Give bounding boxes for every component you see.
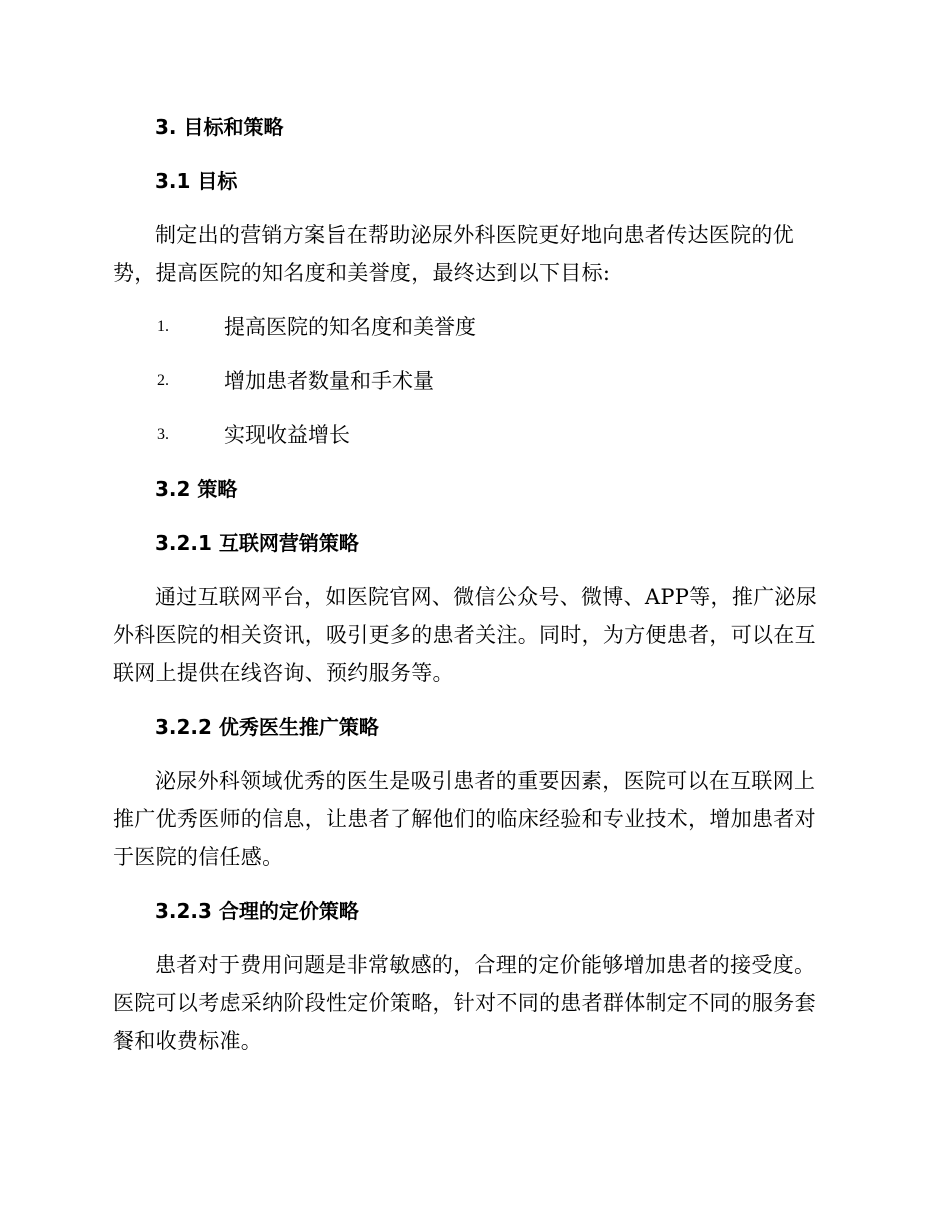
section-heading-3: 3. 目标和策略 — [155, 115, 284, 139]
doctor-strategy-paragraph: 泌尿外科领域优秀的医生是吸引患者的重要因素，医院可以在互联网上推广优秀医师的信息，让患者了解他们的临床经验和专业技术，增加患者对于医院的信任感。 — [113, 769, 816, 869]
internet-strategy-paragraph: 通过互联网平台，如医院官网、微信公众号、微博、APP等，推广泌尿外科医院的相关资讯，吸引更多的患者关注。同时，为方便患者，可以在互联网上提供在线咨询、预约服务等。 — [113, 585, 818, 685]
goal-list-item — [113, 362, 830, 400]
list-item-text: 提高医院的知名度和美誉度 — [224, 315, 476, 339]
goal-paragraph: 制定出的营销方案旨在帮助泌尿外科医院更好地向患者传达医院的优势，提高医院的知名度和美誉度，最终达到以下目标: — [113, 223, 794, 285]
list-item-text: 实现收益增长 — [224, 423, 350, 447]
list-number: 2. — [157, 372, 169, 389]
document-body — [113, 108, 830, 1076]
section-heading-3-2-3: 3.2.3 合理的定价策略 — [155, 899, 359, 923]
goal-list-item — [113, 308, 830, 346]
goal-list-item — [113, 416, 830, 454]
list-number: 1. — [157, 318, 169, 335]
pricing-strategy-paragraph: 患者对于费用问题是非常敏感的，合理的定价能够增加患者的接受度。医院可以考虑采纳阶段性定价策略，针对不同的患者群体制定不同的服务套餐和收费标准。 — [113, 953, 816, 1053]
section-heading-3-1: 3.1 目标 — [155, 169, 238, 193]
list-number: 3. — [157, 426, 169, 443]
section-heading-3-2-1: 3.2.1 互联网营销策略 — [155, 531, 359, 555]
section-heading-3-2: 3.2 策略 — [155, 477, 238, 501]
list-item-text: 增加患者数量和手术量 — [224, 369, 434, 393]
section-heading-3-2-2: 3.2.2 优秀医生推广策略 — [155, 715, 379, 739]
